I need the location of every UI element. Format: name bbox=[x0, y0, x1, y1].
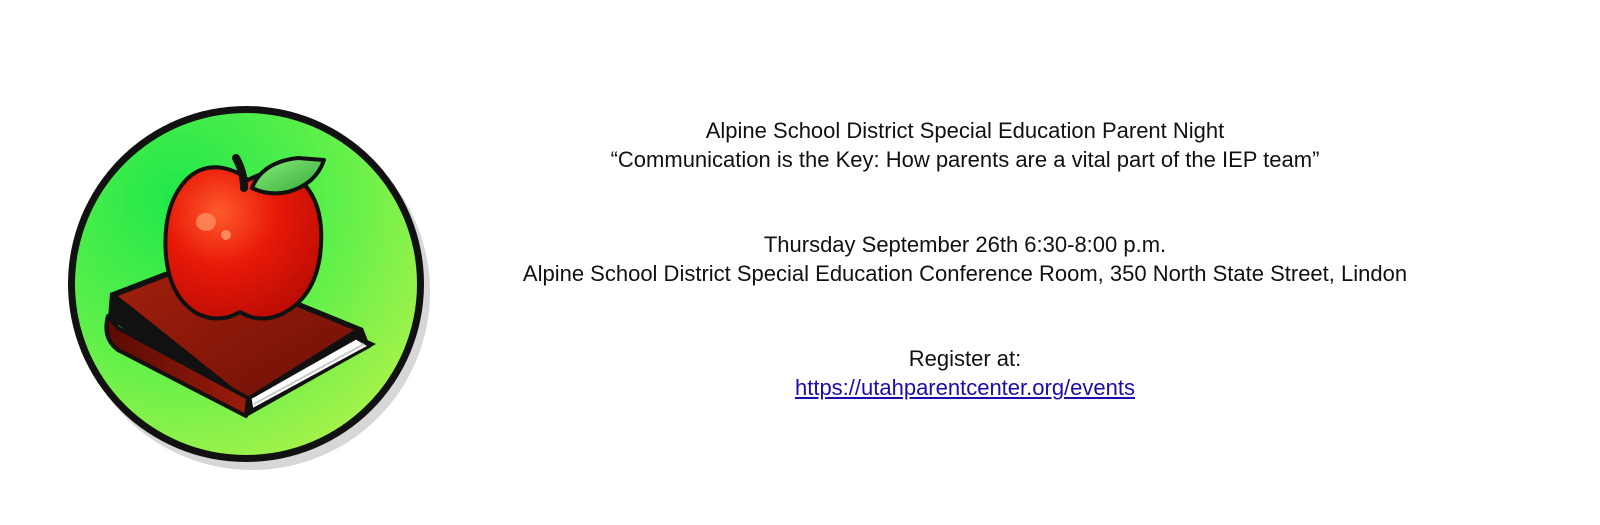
event-details bbox=[460, 116, 1470, 402]
apple-on-book-icon bbox=[58, 98, 438, 478]
event-subtitle: “Communication is the Key: How parents are a vital part of the IEP team” bbox=[610, 147, 1320, 172]
apple-icon bbox=[165, 158, 324, 319]
register-link-row bbox=[460, 373, 1470, 402]
event-location: Alpine School District Special Education Conference Room, 350 North State Street, Lindon bbox=[522, 261, 1408, 286]
spacer bbox=[460, 288, 1470, 344]
event-datetime: Thursday September 26th 6:30-8:00 p.m. bbox=[763, 232, 1167, 257]
event-title: Alpine School District Special Education Parent Night bbox=[705, 118, 1225, 143]
spacer bbox=[460, 174, 1470, 230]
register-link[interactable]: https://utahparentcenter.org/events bbox=[794, 375, 1135, 400]
register-label: Register at: bbox=[908, 346, 1022, 371]
